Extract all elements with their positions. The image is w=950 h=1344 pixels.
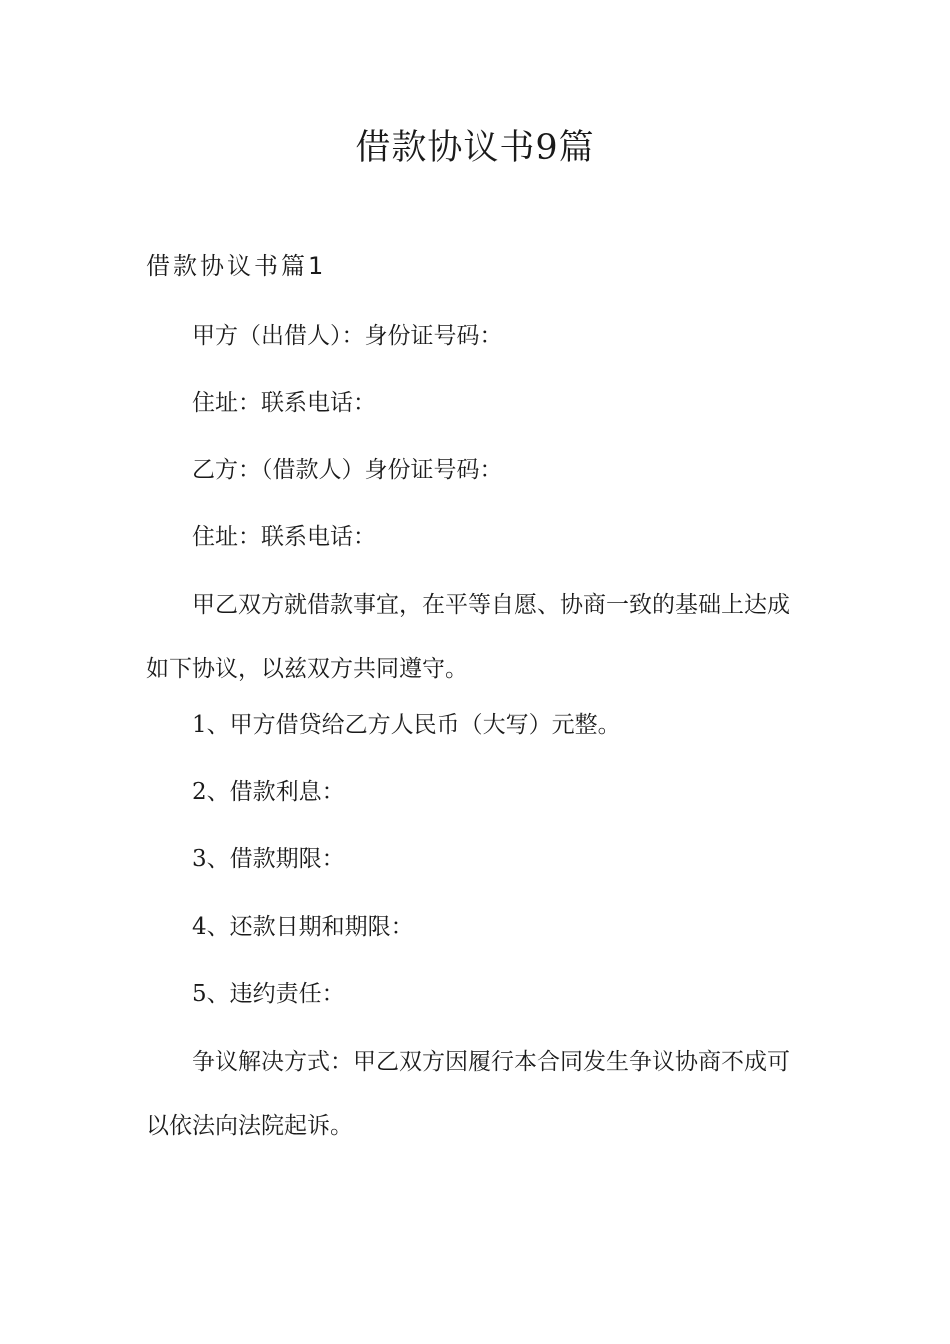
party-a-line: 甲方（出借人）：身份证号码： — [192, 323, 503, 349]
agreement-intro-paragraph: 甲乙双方就借款事宜，在平等自愿、协商一致的基础上达成如下协议，以兹双方共同遵守。 — [146, 592, 790, 682]
section-heading: 借款协议书篇1 — [146, 252, 327, 280]
dispute-resolution-paragraph: 争议解决方式：甲乙双方因履行本合同发生争议协商不成可以依法向法院起诉。 — [146, 1049, 790, 1139]
party-a-address-line: 住址：联系电话： — [192, 390, 376, 416]
document-title: 借款协议书9篇 — [355, 128, 595, 168]
clause-3: 3、借款期限： — [192, 846, 345, 872]
party-b-line: 乙方：（借款人）身份证号码： — [192, 457, 503, 483]
clause-4: 4、还款日期和期限： — [192, 914, 414, 940]
clause-5: 5、违约责任： — [192, 981, 345, 1007]
party-b-address-line: 住址：联系电话： — [192, 524, 376, 550]
clause-1: 1、甲方借贷给乙方人民币（大写）元整。 — [192, 712, 621, 738]
clause-2: 2、借款利息： — [192, 779, 345, 805]
